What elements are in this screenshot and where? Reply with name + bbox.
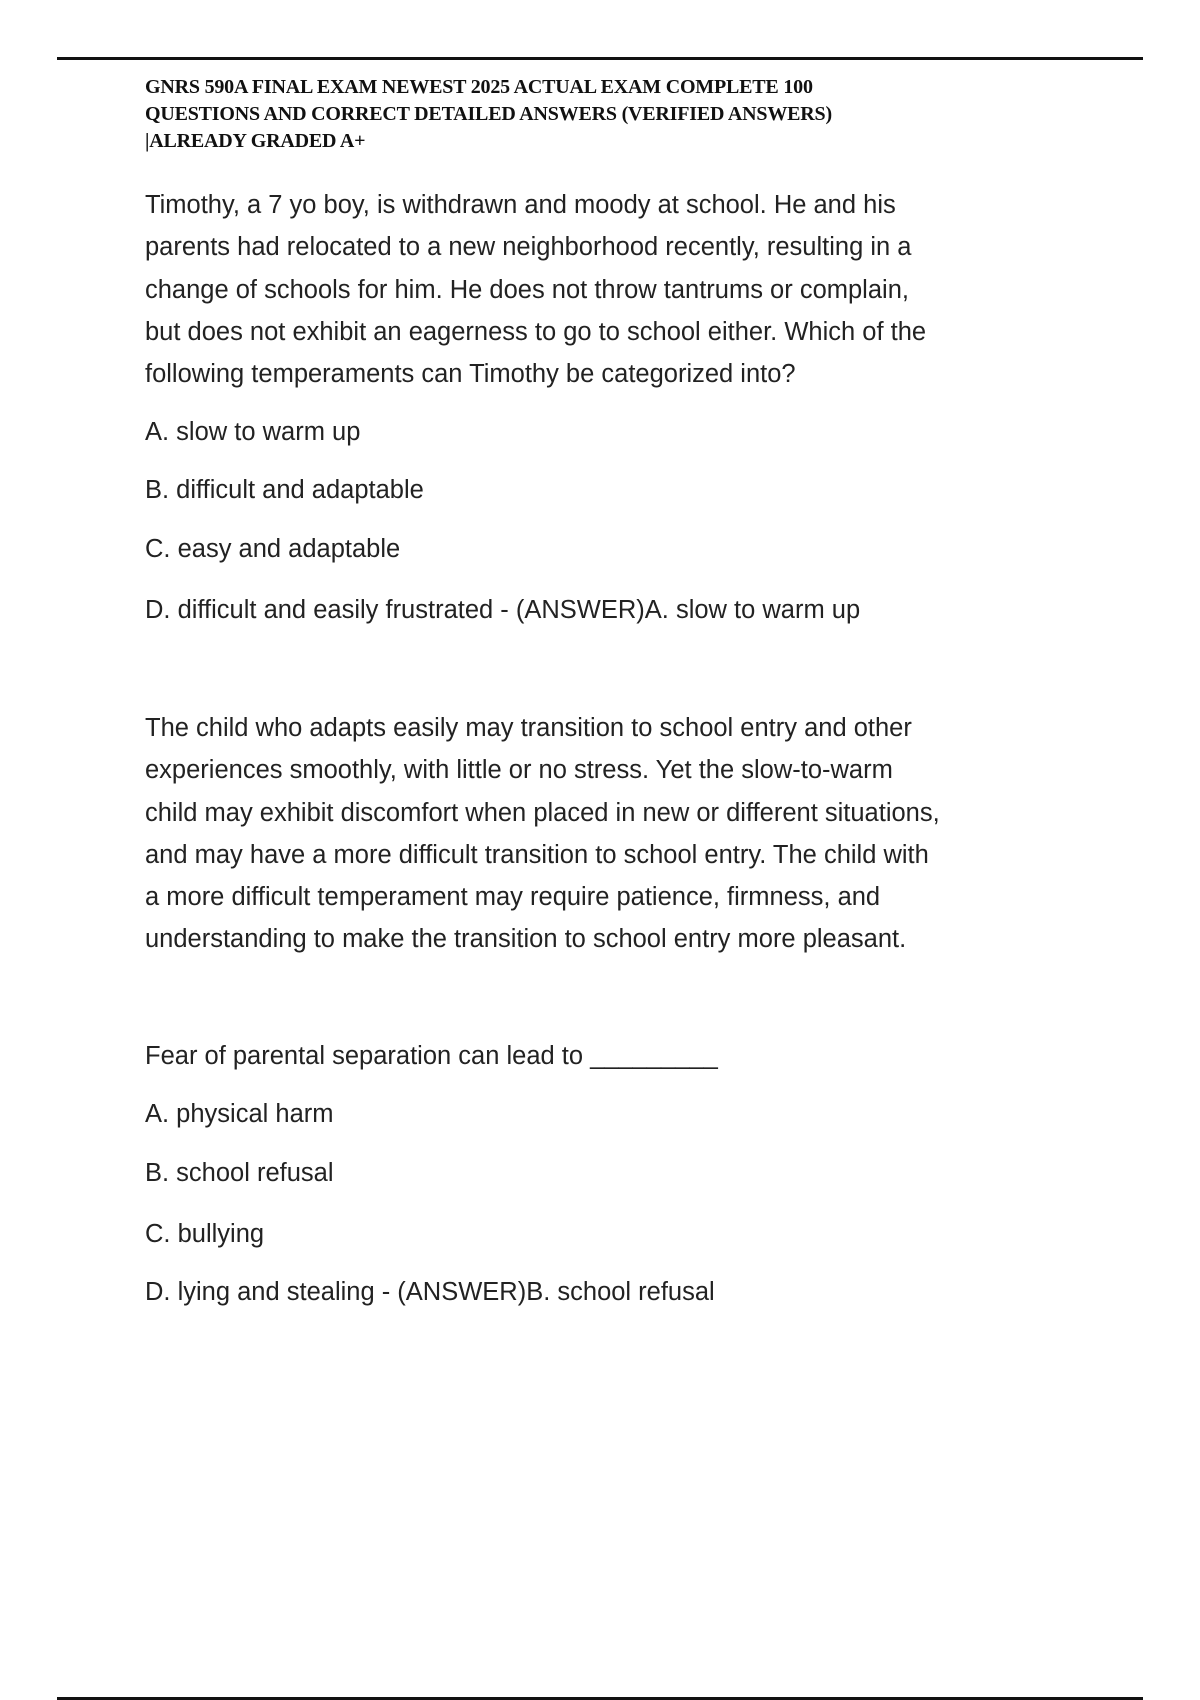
q1-explanation [145, 707, 940, 961]
explanation-line: experiences smoothly, with little or no stress. Yet the slow-to-warm [145, 756, 893, 785]
explanation-line: and may have a more difficult transition to school entry. The child with [145, 840, 929, 869]
q1-option-c: C. easy and adaptable [145, 535, 401, 563]
question-2: Fear of parental separation can lead to _________ [145, 1042, 718, 1070]
question-line: parents had relocated to a new neighborhood recently, resulting in a [145, 233, 912, 262]
q1-option-d-answer: D. difficult and easily frustrated - (ANSWER)A. slow to warm up [145, 596, 861, 624]
question-line: following temperaments can Timothy be categorized into? [145, 360, 796, 389]
q2-option-a: A. physical harm [145, 1100, 334, 1128]
question-line: change of schools for him. He does not throw tantrums or complain, [145, 275, 909, 304]
question-line: but does not exhibit an eagerness to go to school either. Which of the [145, 317, 927, 346]
title-line: |ALREADY GRADED A+ [145, 130, 366, 152]
explanation-line: a more difficult temperament may require patience, firmness, and [145, 883, 881, 912]
q2-option-b: B. school refusal [145, 1159, 334, 1187]
question-line: Timothy, a 7 yo boy, is withdrawn and moody at school. He and his [145, 191, 896, 219]
q2-option-d-answer: D. lying and stealing - (ANSWER)B. school refusal [145, 1278, 715, 1306]
top-rule [57, 57, 1143, 60]
q1-option-a: A. slow to warm up [145, 418, 361, 446]
q2-option-c: C. bullying [145, 1220, 265, 1248]
document-title [145, 74, 1065, 155]
question-1 [145, 184, 926, 395]
title-line: QUESTIONS AND CORRECT DETAILED ANSWERS (VERIFIED ANSWERS) [145, 103, 832, 125]
explanation-line: understanding to make the transition to school entry more pleasant. [145, 925, 907, 954]
explanation-line: child may exhibit discomfort when placed in new or different situations, [145, 798, 940, 827]
title-line: GNRS 590A FINAL EXAM NEWEST 2025 ACTUAL EXAM COMPLETE 100 [145, 76, 813, 98]
explanation-line: The child who adapts easily may transition to school entry and other [145, 714, 912, 742]
q1-option-b: B. difficult and adaptable [145, 476, 424, 504]
